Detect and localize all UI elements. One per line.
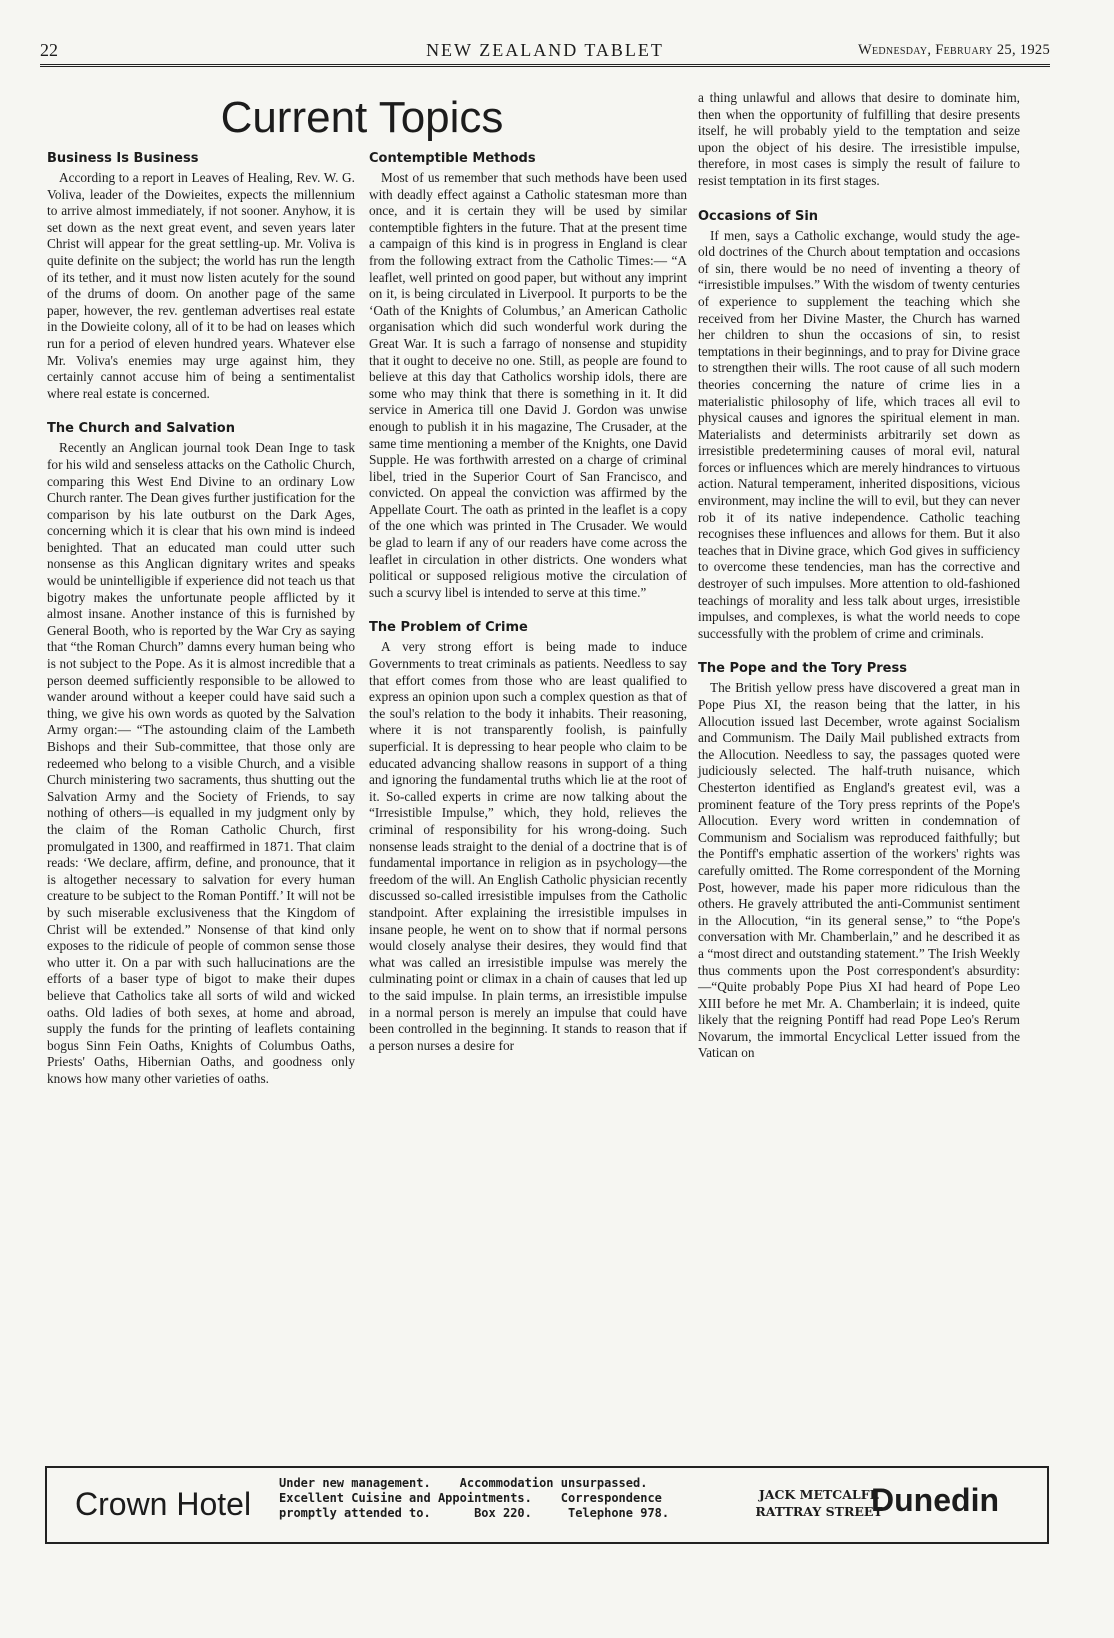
article-paragraph: According to a report in Leaves of Healing, Rev. W. G. Voliva, leader of the Dowieites, expects the millennium to arrive almost immediately, if not sooner. Anyhow, it is set down as the next great event, and seven years later Christ will appear for the great settling-up. Mr. Voliva is quite definite on the subject; the world has run the length of its tether, and it must now listen acutely for the sound of the drums of doom. On another page of the same paper, however, the rev. gentleman advertises real estate in the Dowieite colony, all of it to be had on leases which run for a period of eleven hundred years. Whatever else Mr. Voliva's enemies may urge against him, they certainly cannot accuse him of being a sentimentalist where real estate is concerned. [47,170,355,401]
article-paragraph: Most of us remember that such methods have been used with deadly effect against a Catholic statesman more than once, and it is certain they will be used by similar contemptible fighters in the future. That at the present time a campaign of this kind is in progress in England is clear from the following extract from the Catholic Times:— “A leaflet, well printed on good paper, but without any imprint on it, is being circulated in Liverpool. It purports to be the ‘Oath of the Knights of Columbus,’ an American Catholic organisation which did such wonderful work during the Great War. It is such a farrago of nonsense and stupidity that it ought to deceive no one. Still, as people are found to believe at this day that Catholics worship idols, there are some who may think that there is something in it. It did service in America till one David J. Gordon was unwise enough to publish it in his magazine, The Crusader, at the same time mentioning a member of the Knights, one David Supple. He was forthwith arrested on a charge of criminal libel, tried in the Superior Court of San Francisco, and convicted. On appeal the conviction was affirmed by the Appellate Court. The oath as printed in the leaflet is a copy of the one which was printed in The Crusader. We would be glad to learn if any of our readers have come across the leaflet in circulation in other districts. One wonders what political or supposed religious motive the circulation of such a scurvy libel is intended to serve at this time.” [369,170,687,600]
ad-street: RATTRAY STREET [755,1504,883,1519]
article-paragraph: The British yellow press have discovered a great man in Pope Pius XI, the reason being that the latter, in his Allocution issued last December, wrote against Socialism and Communism. The Daily Mail published extracts from the Allocution. Needless to say, the passages quoted were judiciously selected. The half-truth nuisance, which Chesterton identified as England's greatest evil, was a prominent feature of the Tory press reprints of the Pope's Allocution. Every word written in condemnation of Communism and Socialism was reproduced faithfully; but the Pontiff's emphatic assertion of the workers' rights was carefully omitted. The Rome correspondent of the Morning Post, however, made his paper more ridiculous than the others. He gravely attributed the anti-Communist sentiment in the Allocution, “in its general sense,” to “the Pope's conversation with Mr. Chamberlain,” and he described it as a “most direct and outstanding statement.” The Irish Weekly thus comments upon the Post correspondent's absurdity:—“Quite probably Pope Pius XI had heard of Pope Leo XIII before he met Mr. A. Chamberlain; it is indeed, quite likely that the reigning Pontiff had read Pope Leo's Rerum Novarum, the immortal Encyclical Letter issued from the Vatican on [698,680,1020,1061]
article-problem-of-crime [369,619,687,1054]
article-pope-and-tory-press [698,660,1020,1062]
page-number: 22 [40,40,58,60]
ad-details [279,1476,739,1521]
page-header [40,40,1050,67]
ad-line: promptly attended to. Box 220. Telephone 978. [279,1506,670,1520]
article-heading: The Pope and the Tory Press [698,661,907,677]
column-3 [698,90,1020,1080]
article-paragraph: If men, says a Catholic exchange, would study the age-old doctrines of the Church about temptation and occasions of sin, there would be no need of inventing a theory of “irresistible impulses.” With the wisdom of twenty centuries of experience to supplement the teaching which she received from her Divine Master, the Church has warned her children to shun the occasions of sin, to resist temptations in their beginnings, and to pray for Divine grace to strengthen their wills. The root cause of all such modern theories concerning the nature of crime lies in a materialistic philosophy of life, which traces all evil to physical causes and ignores the spiritual element in man. Materialists and determinists arbitrarily set down as irresistible predetermining causes of moral evil, natural forces or influences which are merely hindrances to virtuous action. Natural temperament, inherited dispositions, vicious environment, may incline the will to evil, but they can never rob it of its native independence. Catholic teaching recognises these influences and allows for them. But it also teaches that in Divine grace, which God gives in sufficiency to overcome these tendencies, man has the corrective and destroyer of such impulses. More attention to old-fashioned teachings of morality and less talk about urges, irresistible impulses, and complexes, is what the world needs to cope successfully with the problem of crime and criminals. [698,227,1020,641]
article-paragraph: A very strong effort is being made to induce Governments to treat criminals as patients. Needless to say that effort comes from those who are least qualified to express an opinion upon such a complex question as that of the soul's relation to the body it inhabits. Their reasoning, where it is not transparently foolish, is painfully superficial. It is depressing to hear people who claim to be educated advancing shallow reasons in support of a thing and ignoring the fundamental truths which lie at the root of it. So-called experts in crime are now talking about the “Irresistible Impulse,” which, they hold, relieves the criminal of responsibility for his wrong-doing. Such nonsense leads straight to the denial of a doctrine that is of fundamental importance in religion as in psychology—the freedom of the will. An English Catholic physician recently discussed so-called irresistible impulses from the Catholic standpoint. After explaining the irresistible impulses in insane people, he went on to show that if normal persons would closely analyse their desires, they would find that what was called an irresistible impulse was merely the culminating point or climax in a chain of causes that led up to the said impulse. In plain terms, an irresistible impulse in a normal person is merely an impulse that could have been controlled in the beginning. It stands to reason that if a person nurses a desire for [369,639,687,1053]
article-church-and-salvation [47,420,355,1087]
article-heading: The Problem of Crime [369,620,528,636]
article-contemptible-methods [369,150,687,601]
article-heading: Contemptible Methods [369,151,536,166]
ad-line: Excellent Cuisine and Appointments. Correspondence [279,1491,662,1505]
column-1 [47,150,355,1105]
article-heading: The Church and Salvation [47,421,235,437]
column-2 [369,150,687,1072]
advertisement-box [45,1466,1049,1544]
article-heading: Business Is Business [47,151,199,166]
article-problem-of-crime-continued [698,90,1020,190]
article-occasions-of-sin [698,208,1020,643]
ad-city: Dunedin [871,1482,999,1518]
article-heading: Occasions of Sin [698,208,819,224]
ad-line: Under new management. Accommodation unsurpassed. [279,1476,648,1490]
article-paragraph: Recently an Anglican journal took Dean Inge to task for his wild and senseless attacks on the Catholic Church, comparing this West End Divine to an ordinary Low Church ranter. The Dean gives further justification for the comparison by his late outburst on the Dark Ages, concerning which it is clear that his own mind is indeed benighted. That an educated man could utter such nonsense as this Anglican dignitary writes and speaks would be unintelligible if experience did not teach us that bigotry makes the unfortunate people afflicted by it almost insane. Another instance of this is furnished by General Booth, who is reported by the War Cry as saying that “the Roman Church” damns every human being who is not subject to the Pope. As it is almost incredible that a person deemed sufficiently responsible to be allowed to wander around without a keeper could have said such a thing, we give his own words as quoted by the Salvation Army organ:— “The astounding claim of the Lambeth Bishops and their Sub-committee, that those only are redeemed who belong to a visible Church, and a visible Church ministering two sacraments, thus shutting out the Salvation Army and the Society of Friends, to say nothing of others—is equalled in my judgment only by the claim of the Roman Catholic Church, first promulgated in 1300, and reaffirmed in 1871. That claim reads: ‘We declare, affirm, define, and pronounce, that it is altogether necessary to salvation for every human creature to be subject to the Roman Pontiff.’ It will not be by such miserable exclusiveness that the Kingdom of Christ will be extended.” Nonsense of that kind only exposes to the ridicule of people of common sense those who utter it. On a par with such hallucinations are the efforts of a baser type of bigot to make their dupes believe that Catholics take all sorts of wild and wicked oaths. Old ladies of both sexes, at home and abroad, supply the funds for the printing of leaflets containing bogus Sinn Fein Oaths, Knights of Columbus Oaths, Priests' Oaths, Hibernian Oaths, and goodness only knows how many other varieties of oaths. [47,440,355,1086]
page-title: Current Topics [220,93,504,142]
article-paragraph-continued: a thing unlawful and allows that desire to dominate him, then when the opportunity of fulfilling that desire presents itself, he will probably yield to the temptation and seize upon the object of his desire. The irresistible impulse, therefore, in most cases is simply the result of failure to resist temptation in its first stages. [698,90,1020,188]
issue-date: Wednesday, February 25, 1925 [858,42,1050,58]
ad-hotel-name: Crown Hotel [75,1486,252,1522]
article-business-is-business [47,150,355,402]
publication-title: NEW ZEALAND TABLET [426,40,664,60]
ad-proprietor: JACK METCALFE [758,1487,880,1502]
